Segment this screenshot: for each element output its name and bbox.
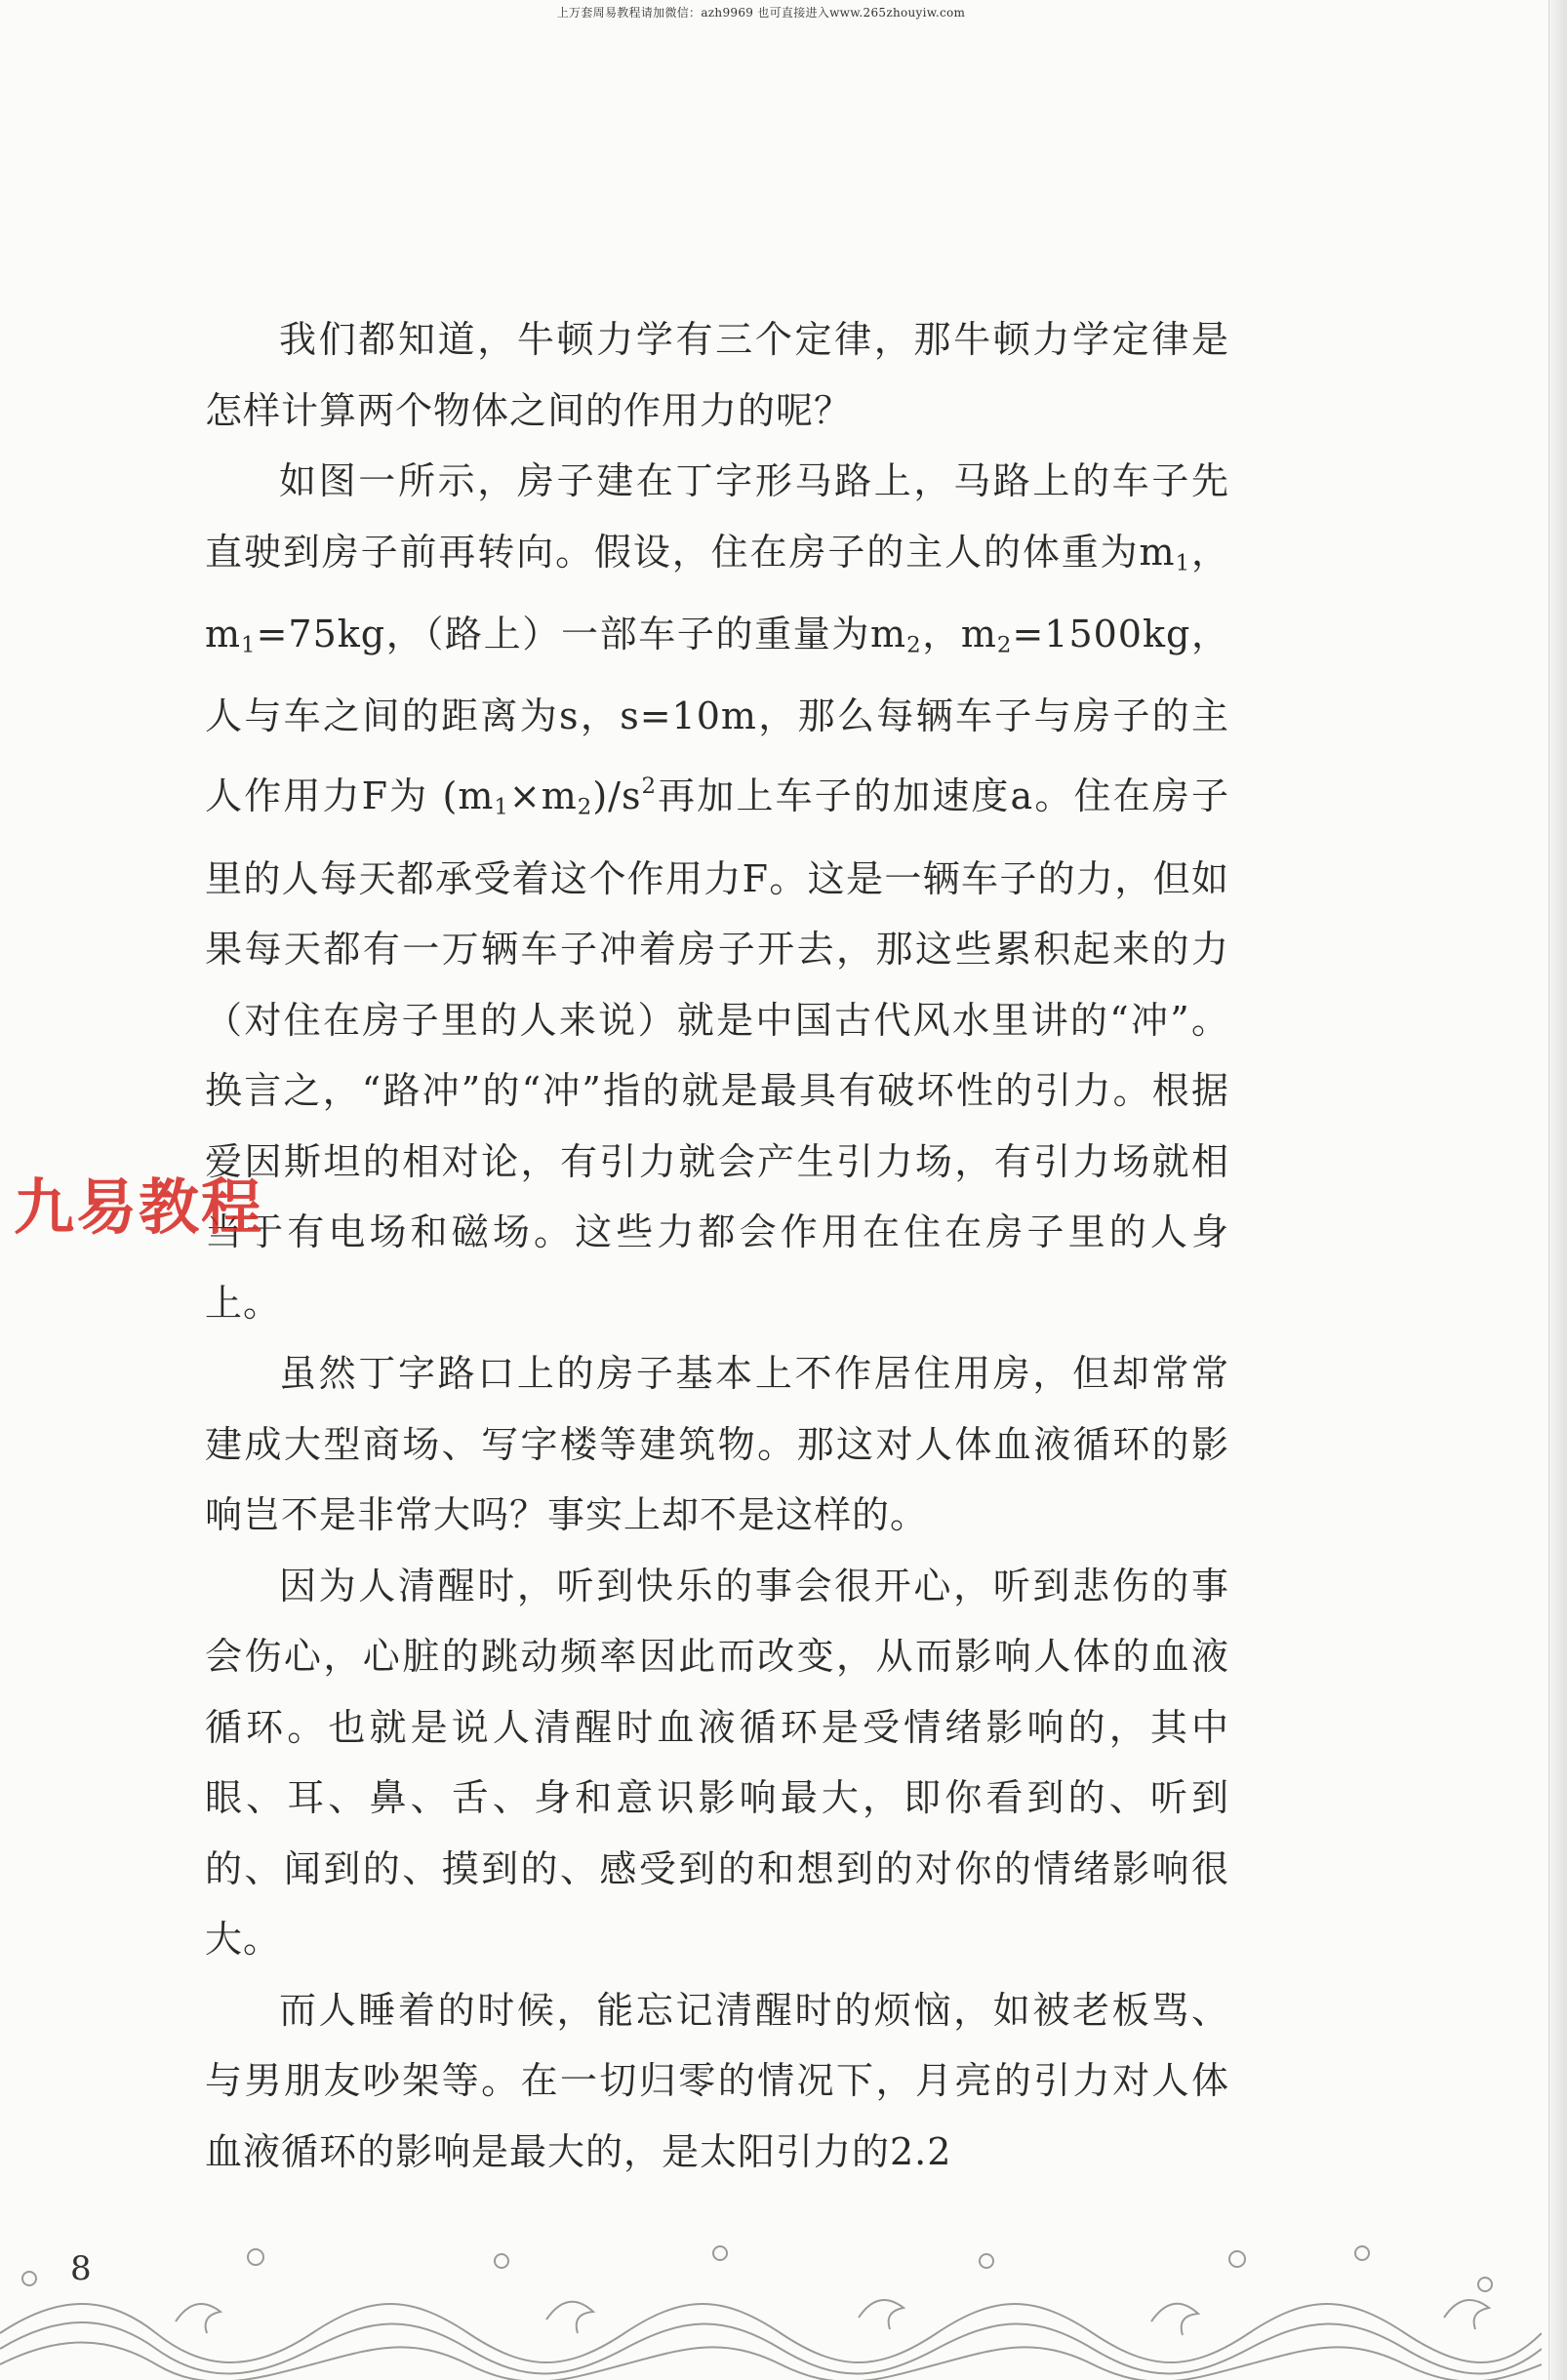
superscript: 2 — [641, 774, 657, 800]
paragraph-2-text-d: ，m — [921, 612, 997, 655]
body-text — [205, 304, 1229, 2187]
watermark-logo: 九易教程 — [14, 1171, 264, 1243]
subscript: 2 — [906, 632, 922, 658]
wave-pattern-decoration — [0, 2243, 1542, 2380]
subscript: 1 — [241, 632, 257, 658]
paragraph-2-text-e: =1500kg，人与车之间的距离为s，s=10m，那么每辆车子与房子的主人作用力F为 (m — [205, 612, 1229, 818]
paragraph-3: 虽然丁字路口上的房子基本上不作居住用房，但却常常建成大型商场、写字楼等建筑物。那这对人体血液循环的影响岂不是非常大吗？事实上却不是这样的。 — [205, 1352, 1229, 1537]
paragraph-2-text-b: ，m — [205, 530, 1229, 655]
header-note: 上万套周易教程请加微信：azh9969 也可直接进入www.265zhouyiw.com — [556, 6, 966, 20]
paragraph-2 — [205, 446, 1229, 1338]
subscript: 1 — [1175, 550, 1191, 576]
subscript: 2 — [996, 632, 1013, 658]
page-number: 8 — [70, 2249, 92, 2288]
paragraph-2-text-c: =75kg，（路上）一部车子的重量为m — [256, 612, 907, 655]
subscript: 1 — [494, 795, 509, 821]
page-edge — [1548, 0, 1567, 2380]
paragraph-2-text-h: 再加上车子的加速度a。住在房子里的人每天都承受着这个作用力F。这是一辆车子的力，但如果每天都有一万辆车子冲着房子开去，那这些累积起来的力（对住在房子里的人来说）就是中国古代风水里讲的“冲”。换言之，“路冲”的“冲”指的就是最具有破坏性的引力。根据爱因斯坦的相对论，有引力就会产生引力场，有引力场就相当于有电场和磁场。这些力都会作用在住在房子里的人身上。 — [205, 774, 1229, 1325]
paragraph-2-text-a: 如图一所示，房子建在丁字形马路上，马路上的车子先直驶到房子前再转向。假设，住在房子的主人的体重为m — [205, 459, 1229, 574]
paragraph-5: 而人睡着的时候，能忘记清醒时的烦恼，如被老板骂、与男朋友吵架等。在一切归零的情况下，月亮的引力对人体血液循环的影响是最大的，是太阳引力的2.2 — [205, 1988, 1229, 2173]
paragraph-2-text-g: )/s — [592, 774, 642, 818]
paragraph-4: 因为人清醒时，听到快乐的事会很开心，听到悲伤的事会伤心，心脏的跳动频率因此而改变，从而影响人体的血液循环。也就是说人清醒时血液循环是受情绪影响的，其中眼、耳、鼻、舌、身和意识影响最大，即你看到的、听到的、闻到的、摸到的、感受到的和想到的对你的情绪影响很大。 — [205, 1564, 1229, 1962]
paragraph-2-text-f: ×m — [508, 774, 578, 818]
subscript: 2 — [577, 795, 593, 821]
paragraph-1: 我们都知道，牛顿力学有三个定律，那牛顿力学定律是怎样计算两个物体之间的作用力的呢？ — [205, 318, 1229, 432]
